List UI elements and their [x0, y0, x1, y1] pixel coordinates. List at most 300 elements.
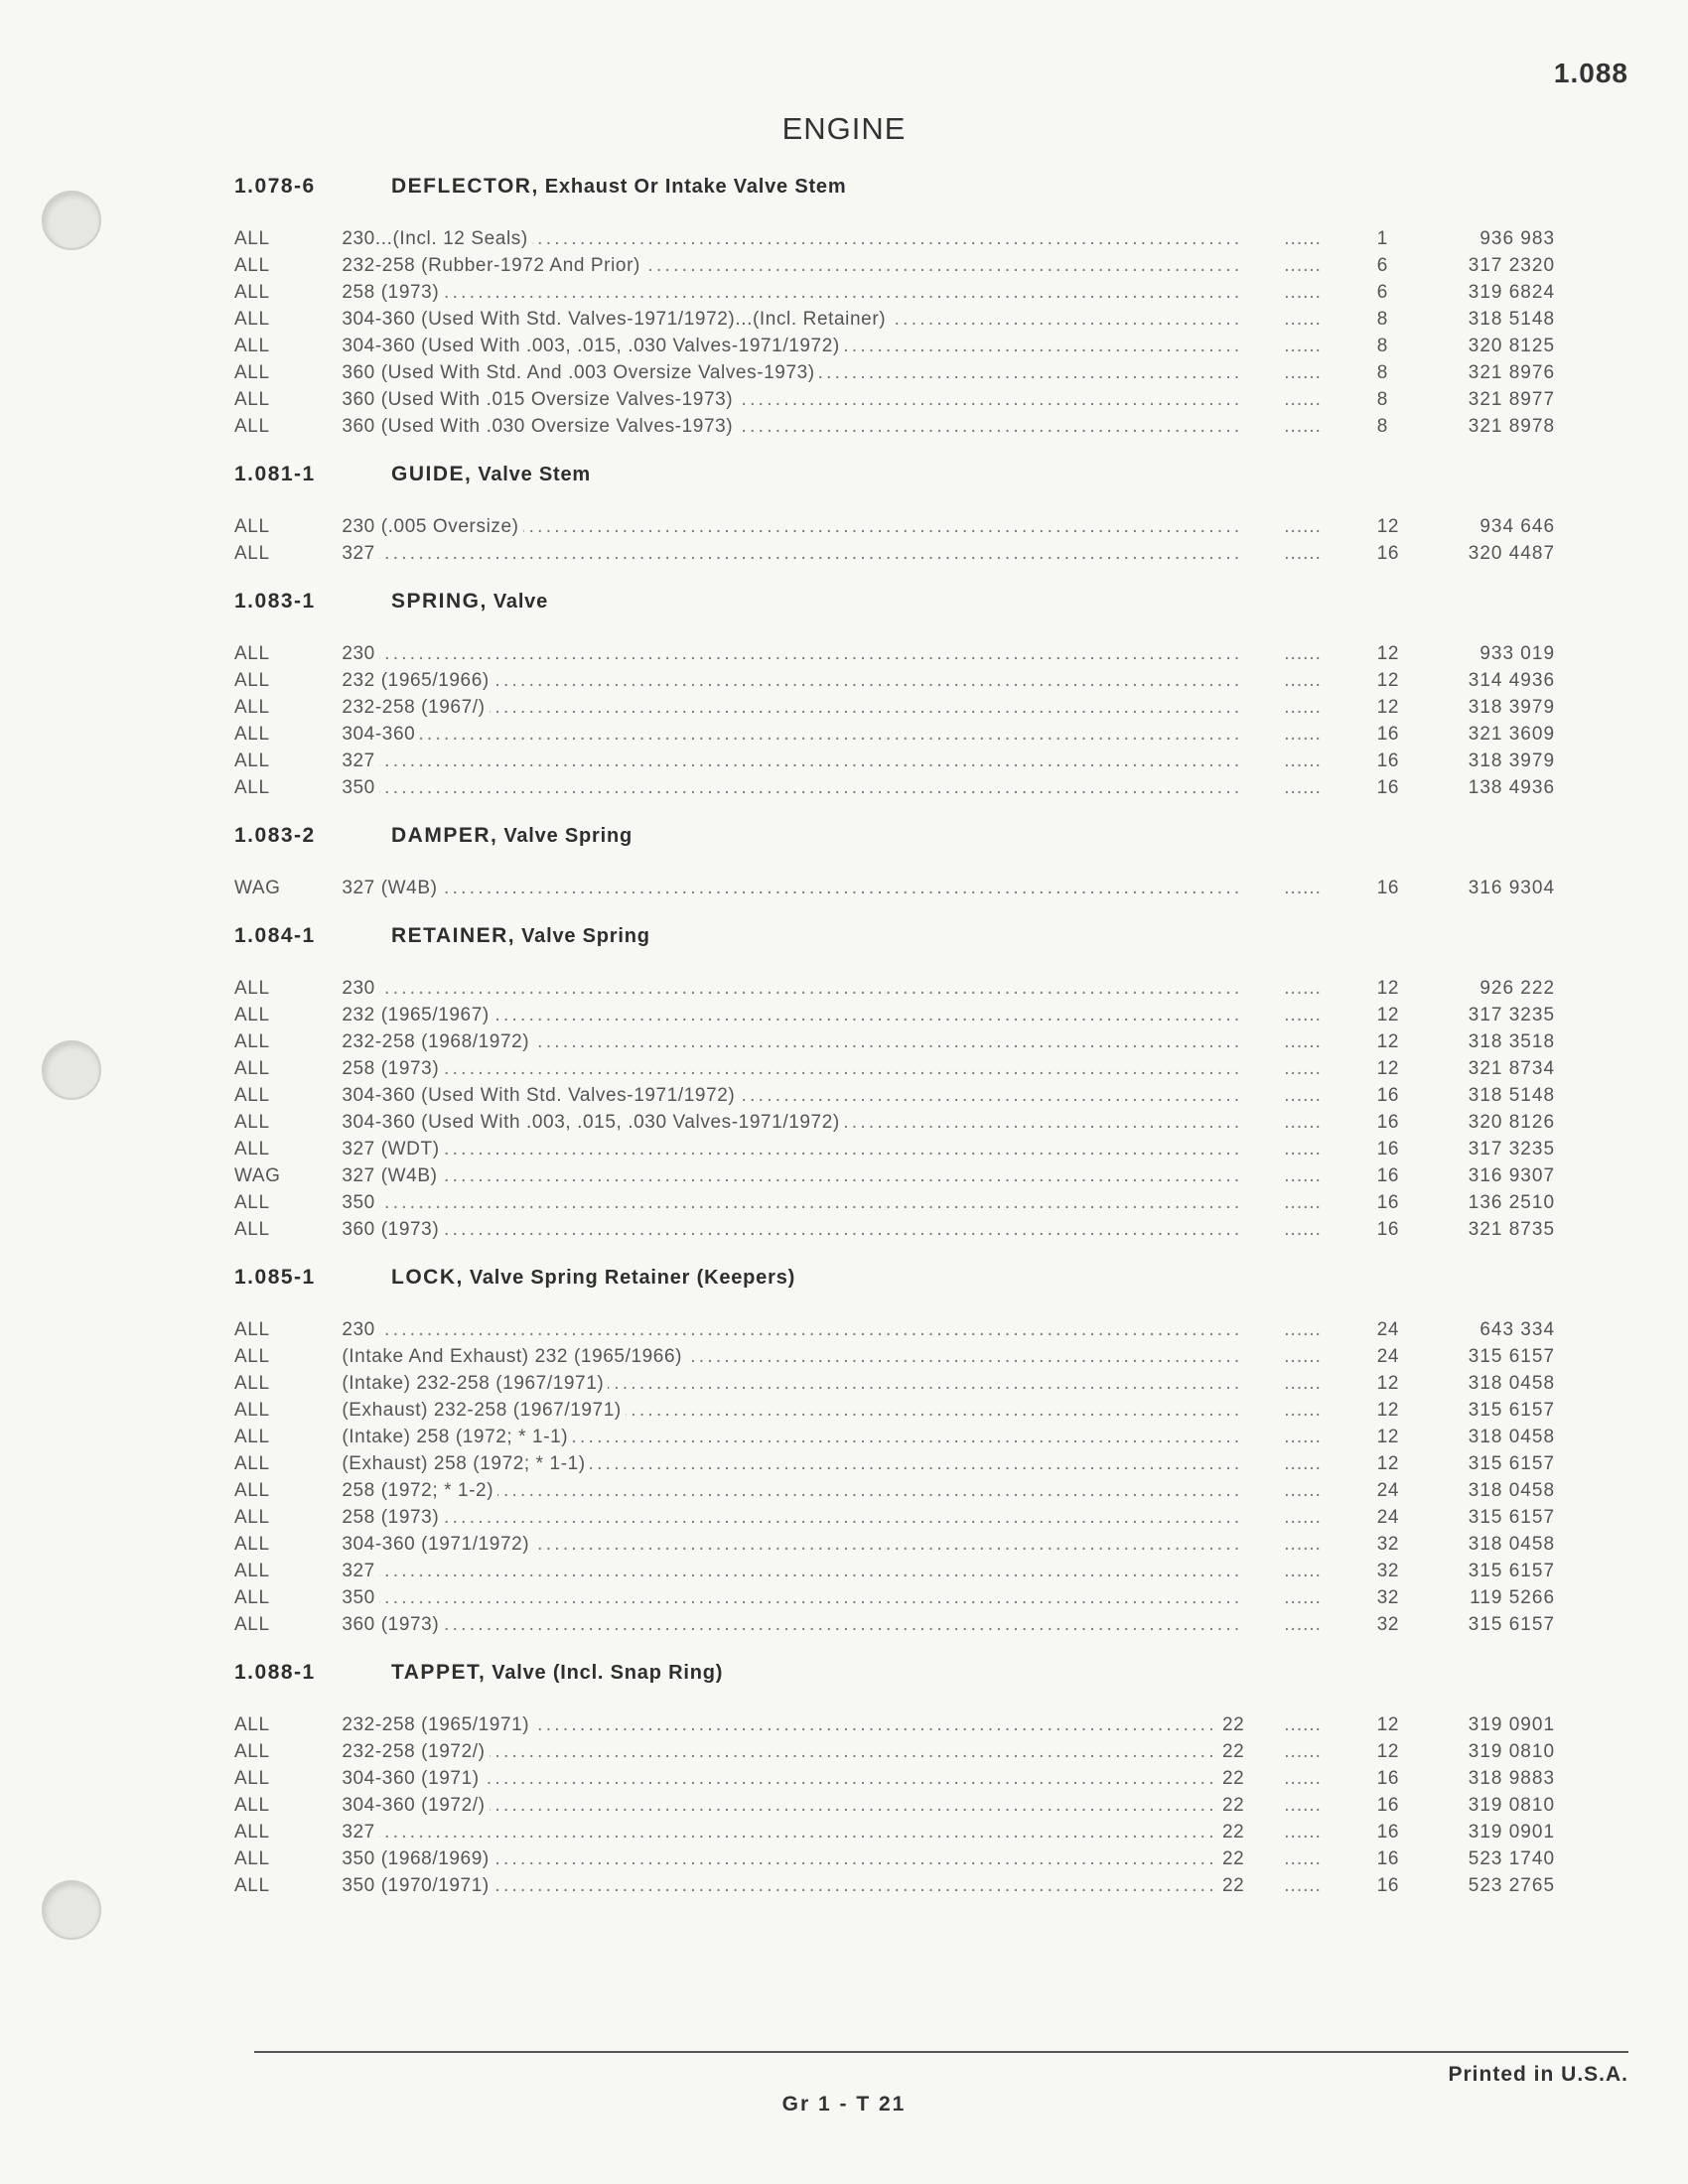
table-row — [234, 1319, 1555, 1346]
dot-leader-end — [1244, 1346, 1284, 1368]
section-description: Valve Spring — [521, 925, 650, 947]
quantity: 6 — [1376, 282, 1388, 303]
quantity: 12 — [1376, 1427, 1400, 1447]
dot-leader-end — [1244, 1005, 1284, 1026]
table-row — [234, 1453, 1555, 1480]
quantity: 12 — [1376, 516, 1400, 537]
part-number: 318 3979 — [1468, 697, 1556, 718]
quantity: 8 — [1376, 362, 1388, 383]
model-code: ALL — [234, 1848, 270, 1869]
dot-leader-end — [1244, 1534, 1284, 1556]
dot-leader: ...... — [1284, 1346, 1322, 1367]
part-description: 350 — [342, 777, 379, 798]
part-description: 230...(Incl. 12 Seals) — [342, 228, 531, 249]
model-code: ALL — [234, 1587, 270, 1608]
row-description-cell — [342, 751, 1284, 772]
dot-leader: ...... — [1284, 1714, 1322, 1735]
part-number: 315 6157 — [1468, 1346, 1556, 1367]
part-description: 232-258 (1968/1972) — [342, 1031, 533, 1052]
part-number: 523 2765 — [1468, 1875, 1556, 1896]
part-description: 232-258 (1967/) — [342, 697, 489, 718]
section-code: 1.081-1 — [234, 463, 316, 485]
quantity: 16 — [1376, 1139, 1400, 1160]
section-rows — [234, 516, 1555, 570]
dot-leader-end — [1244, 751, 1284, 772]
dot-leader-end — [1244, 697, 1284, 719]
part-number: 318 3518 — [1468, 1031, 1556, 1052]
table-row — [234, 1219, 1555, 1246]
quantity: 12 — [1376, 670, 1400, 691]
section-code: 1.083-1 — [234, 590, 316, 613]
table-row — [234, 228, 1555, 255]
part-description: (Intake) 258 (1972; * 1-1) — [342, 1427, 572, 1447]
model-code: ALL — [234, 309, 270, 330]
section-description: Valve Spring Retainer (Keepers) — [469, 1267, 796, 1289]
part-description: 230 — [342, 643, 379, 664]
section-name: DEFLECTOR, — [391, 175, 539, 198]
part-number: 314 4936 — [1468, 670, 1556, 691]
dot-leader: ...... — [1284, 336, 1322, 356]
quantity: 16 — [1376, 1875, 1400, 1896]
table-row — [234, 1875, 1555, 1902]
model-code: ALL — [234, 1534, 270, 1555]
part-number: 321 8978 — [1468, 416, 1556, 437]
quantity: 32 — [1376, 1534, 1400, 1555]
table-row — [234, 362, 1555, 389]
part-number: 316 9304 — [1468, 878, 1556, 898]
row-description-cell — [342, 1031, 1284, 1053]
quantity: 16 — [1376, 1085, 1400, 1106]
binder-hole — [42, 191, 101, 250]
part-number: 318 5148 — [1468, 309, 1556, 330]
dot-leader: ...... — [1284, 670, 1322, 691]
table-row — [234, 1741, 1555, 1768]
table-row — [234, 416, 1555, 443]
model-code: ALL — [234, 1005, 270, 1025]
dot-leader: ...... — [1284, 751, 1322, 771]
row-description-cell — [342, 309, 1284, 331]
model-code: ALL — [234, 543, 270, 564]
row-description-cell — [342, 724, 1284, 746]
row-description-cell — [342, 516, 1284, 538]
table-row — [234, 1346, 1555, 1373]
model-code: ALL — [234, 1561, 270, 1581]
dot-leader-end — [1244, 643, 1284, 665]
section-code: 1.088-1 — [234, 1661, 316, 1684]
model-code: ALL — [234, 255, 270, 276]
part-description: 304-360 — [342, 724, 419, 745]
section-code: 1.083-2 — [234, 824, 316, 847]
dot-leader-end — [1244, 1587, 1284, 1609]
model-code: ALL — [234, 1192, 270, 1213]
table-row — [234, 1031, 1555, 1058]
section-heading — [234, 463, 1555, 504]
part-description: 232-258 (Rubber-1972 And Prior) — [342, 255, 644, 276]
model-code: ALL — [234, 389, 270, 410]
model-code: ALL — [234, 228, 270, 249]
printed-note: Printed in U.S.A. — [1448, 2063, 1628, 2086]
quantity: 12 — [1376, 978, 1400, 999]
part-number: 318 5148 — [1468, 1085, 1556, 1106]
row-description-cell — [342, 978, 1284, 1000]
quantity: 32 — [1376, 1614, 1400, 1635]
dot-leader-end — [1244, 309, 1284, 331]
table-row — [234, 1192, 1555, 1219]
quantity: 32 — [1376, 1561, 1400, 1581]
part-number: 523 1740 — [1468, 1848, 1556, 1869]
model-code: ALL — [234, 1741, 270, 1762]
model-code: ALL — [234, 643, 270, 664]
section-description: Valve — [492, 591, 549, 613]
section-description: Valve Stem — [478, 464, 591, 485]
section-code: 1.085-1 — [234, 1266, 316, 1289]
part-description: 230 — [342, 978, 379, 999]
dot-leader: ...... — [1284, 724, 1322, 745]
part-number: 316 9307 — [1468, 1165, 1556, 1186]
part-number: 936 983 — [1479, 228, 1556, 249]
dot-leader-end — [1244, 1507, 1284, 1529]
dot-leader-end — [1244, 1453, 1284, 1475]
row-description-cell — [342, 228, 1284, 250]
part-description: 232 (1965/1967) — [342, 1005, 492, 1025]
part-description: 232-258 (1972/) — [342, 1741, 489, 1762]
row-description-cell — [342, 1058, 1284, 1080]
part-description: 360 (Used With .015 Oversize Valves-1973) — [342, 389, 737, 410]
quantity: 12 — [1376, 1400, 1400, 1421]
dot-leader-end — [1244, 389, 1284, 411]
part-number: 933 019 — [1479, 643, 1556, 664]
section-heading — [234, 175, 1555, 216]
quantity: 16 — [1376, 1795, 1400, 1816]
model-code: ALL — [234, 1031, 270, 1052]
dot-leader-end — [1244, 777, 1284, 799]
dot-leader-end — [1244, 282, 1284, 304]
row-description-cell — [342, 1165, 1284, 1187]
parts-list — [234, 175, 1555, 1922]
quantity: 16 — [1376, 1165, 1400, 1186]
row-description-cell — [342, 670, 1284, 692]
model-code: ALL — [234, 1453, 270, 1474]
row-description-cell — [342, 1192, 1284, 1214]
dot-leader: ...... — [1284, 1822, 1322, 1843]
row-description-cell — [342, 1614, 1284, 1636]
dot-leader: ...... — [1284, 1192, 1322, 1213]
model-code: ALL — [234, 362, 270, 383]
dot-leader-end — [1244, 1373, 1284, 1395]
dot-leader-end — [1244, 1875, 1284, 1897]
part-number: 317 3235 — [1468, 1005, 1556, 1025]
part-description: (Intake And Exhaust) 232 (1965/1966) — [342, 1346, 686, 1367]
section-description: Valve (Incl. Snap Ring) — [492, 1662, 724, 1684]
part-description: 258 (1972; * 1-2) — [342, 1480, 497, 1501]
part-description: 232 (1965/1966) — [342, 670, 492, 691]
dot-leader-end — [1244, 1085, 1284, 1107]
part-description: 350 — [342, 1587, 379, 1608]
model-code: ALL — [234, 282, 270, 303]
dot-leader: ...... — [1284, 1768, 1322, 1789]
row-description-cell — [342, 1795, 1284, 1817]
dot-leader: ...... — [1284, 1165, 1322, 1186]
quantity: 12 — [1376, 1741, 1400, 1762]
part-number: 317 2320 — [1468, 255, 1556, 276]
part-description: 304-360 (Used With Std. Valves-1971/1972)...(Incl. Retainer) — [342, 309, 890, 330]
quantity: 16 — [1376, 1112, 1400, 1133]
part-description: (Intake) 232-258 (1967/1971) — [342, 1373, 608, 1394]
dot-leader: ...... — [1284, 543, 1322, 564]
dot-leader: ...... — [1284, 1848, 1322, 1869]
quantity: 16 — [1376, 751, 1400, 771]
table-row — [234, 724, 1555, 751]
quantity: 12 — [1376, 697, 1400, 718]
part-number: 321 8734 — [1468, 1058, 1556, 1079]
model-code: WAG — [234, 878, 281, 898]
dot-leader-end — [1244, 1714, 1284, 1736]
part-description: 258 (1973) — [342, 282, 443, 303]
table-row — [234, 1614, 1555, 1641]
row-description-cell — [342, 1453, 1284, 1475]
table-row — [234, 255, 1555, 282]
dot-leader: ...... — [1284, 1427, 1322, 1447]
quantity: 24 — [1376, 1346, 1400, 1367]
dot-leader-end — [1244, 362, 1284, 384]
part-description: 258 (1973) — [342, 1507, 443, 1528]
quantity: 12 — [1376, 1453, 1400, 1474]
group-reference: Gr 1 - T 21 — [781, 2093, 907, 2116]
part-description: 360 (1973) — [342, 1614, 443, 1635]
row-description-cell — [342, 1005, 1284, 1026]
page-number: 1.088 — [1553, 58, 1628, 88]
model-code: ALL — [234, 1400, 270, 1421]
part-description: 327 — [342, 1561, 379, 1581]
part-number: 315 6157 — [1468, 1453, 1556, 1474]
model-code: ALL — [234, 670, 270, 691]
part-description: 350 (1968/1969) — [342, 1848, 492, 1869]
dot-leader: ...... — [1284, 309, 1322, 330]
dot-leader: ...... — [1284, 1453, 1322, 1474]
model-code: ALL — [234, 1346, 270, 1367]
section-name: DAMPER, — [391, 824, 498, 847]
dot-leader-end — [1244, 1741, 1284, 1763]
table-row — [234, 1165, 1555, 1192]
quantity: 16 — [1376, 1768, 1400, 1789]
table-row — [234, 1822, 1555, 1848]
dot-leader-end — [1244, 543, 1284, 565]
dot-leader-end — [1244, 1822, 1284, 1843]
dot-leader: ...... — [1284, 1614, 1322, 1635]
part-number: 315 6157 — [1468, 1400, 1556, 1421]
part-number: 321 8735 — [1468, 1219, 1556, 1240]
part-number: 321 3609 — [1468, 724, 1556, 745]
part-description: 230 (.005 Oversize) — [342, 516, 522, 537]
model-code: ALL — [234, 1768, 270, 1789]
dot-leader: ...... — [1284, 1795, 1322, 1816]
dot-leader-end — [1244, 1561, 1284, 1582]
row-description-cell — [342, 1112, 1284, 1134]
binder-hole — [42, 1040, 101, 1100]
part-number: 315 6157 — [1468, 1614, 1556, 1635]
section-name: SPRING, — [391, 590, 488, 613]
model-code: ALL — [234, 1614, 270, 1635]
table-row — [234, 1768, 1555, 1795]
part-number: 320 4487 — [1468, 543, 1556, 564]
part-description: 304-360 (1971) — [342, 1768, 483, 1789]
reference-number: 22 — [1218, 1822, 1244, 1843]
dot-leader-end — [1244, 1319, 1284, 1341]
section-code: 1.078-6 — [234, 175, 316, 198]
dot-leader: ...... — [1284, 1031, 1322, 1052]
part-number: 319 0810 — [1468, 1741, 1556, 1762]
section-name: LOCK, — [391, 1266, 464, 1289]
dot-leader: ...... — [1284, 1534, 1322, 1555]
quantity: 16 — [1376, 1848, 1400, 1869]
quantity: 6 — [1376, 255, 1388, 276]
part-description: 360 (1973) — [342, 1219, 443, 1240]
model-code: ALL — [234, 1085, 270, 1106]
dot-leader: ...... — [1284, 228, 1322, 249]
part-number: 934 646 — [1479, 516, 1556, 537]
table-row — [234, 978, 1555, 1005]
model-code: ALL — [234, 777, 270, 798]
quantity: 12 — [1376, 643, 1400, 664]
table-row — [234, 1561, 1555, 1587]
dot-leader-end — [1244, 1112, 1284, 1134]
dot-leader: ...... — [1284, 697, 1322, 718]
model-code: ALL — [234, 416, 270, 437]
quantity: 24 — [1376, 1319, 1400, 1340]
part-number: 318 0458 — [1468, 1534, 1556, 1555]
part-number: 319 0901 — [1468, 1822, 1556, 1843]
quantity: 16 — [1376, 1219, 1400, 1240]
table-row — [234, 1427, 1555, 1453]
section-name: GUIDE, — [391, 463, 473, 485]
dot-leader: ...... — [1284, 643, 1322, 664]
dot-leader: ...... — [1284, 1085, 1322, 1106]
row-description-cell — [342, 1480, 1284, 1502]
part-number: 317 3235 — [1468, 1139, 1556, 1160]
row-description-cell — [342, 1822, 1284, 1843]
section-description: Exhaust Or Intake Valve Stem — [544, 176, 847, 198]
row-description-cell — [342, 697, 1284, 719]
dot-leader: ...... — [1284, 1373, 1322, 1394]
table-row — [234, 1058, 1555, 1085]
part-description: 230 — [342, 1319, 379, 1340]
reference-number: 22 — [1218, 1848, 1244, 1870]
part-description: 360 (Used With .030 Oversize Valves-1973) — [342, 416, 737, 437]
table-row — [234, 336, 1555, 362]
row-description-cell — [342, 1875, 1284, 1897]
part-description: 304-360 (Used With Std. Valves-1971/1972) — [342, 1085, 739, 1106]
dot-leader: ...... — [1284, 416, 1322, 437]
section-rows — [234, 1319, 1555, 1641]
section-heading — [234, 924, 1555, 966]
quantity: 12 — [1376, 1005, 1400, 1025]
table-row — [234, 1534, 1555, 1561]
row-description-cell — [342, 1427, 1284, 1448]
footer-rule — [254, 2051, 1628, 2053]
model-code: ALL — [234, 1507, 270, 1528]
quantity: 1 — [1376, 228, 1388, 249]
dot-leader: ...... — [1284, 516, 1322, 537]
dot-leader-end — [1244, 1427, 1284, 1448]
table-row — [234, 1112, 1555, 1139]
row-description-cell — [342, 1768, 1284, 1790]
quantity: 16 — [1376, 1192, 1400, 1213]
quantity: 12 — [1376, 1031, 1400, 1052]
table-row — [234, 1714, 1555, 1741]
table-row — [234, 1848, 1555, 1875]
table-row — [234, 1005, 1555, 1031]
dot-leader: ...... — [1284, 777, 1322, 798]
dot-leader: ...... — [1284, 1400, 1322, 1421]
row-description-cell — [342, 362, 1284, 384]
part-number: 926 222 — [1479, 978, 1556, 999]
section-rows — [234, 978, 1555, 1246]
dot-leader-end — [1244, 1480, 1284, 1502]
section-heading — [234, 824, 1555, 866]
section-name: RETAINER, — [391, 924, 516, 947]
quantity: 12 — [1376, 1373, 1400, 1394]
table-row — [234, 777, 1555, 804]
reference-number: 22 — [1218, 1875, 1244, 1897]
model-code: ALL — [234, 1219, 270, 1240]
table-row — [234, 1795, 1555, 1822]
quantity: 32 — [1376, 1587, 1400, 1608]
quantity: 8 — [1376, 416, 1388, 437]
part-number: 318 3979 — [1468, 751, 1556, 771]
reference-number: 22 — [1218, 1741, 1244, 1763]
quantity: 16 — [1376, 777, 1400, 798]
dot-leader: ...... — [1284, 362, 1322, 383]
part-number: 319 0901 — [1468, 1714, 1556, 1735]
table-row — [234, 309, 1555, 336]
dot-leader-end — [1244, 255, 1284, 277]
group-title: ENGINE — [781, 111, 907, 146]
table-row — [234, 516, 1555, 543]
part-description: 360 (Used With Std. And .003 Oversize Valves-1973) — [342, 362, 818, 383]
section-heading — [234, 1661, 1555, 1703]
model-code: ALL — [234, 1319, 270, 1340]
part-description: (Exhaust) 232-258 (1967/1971) — [342, 1400, 625, 1421]
reference-number: 22 — [1218, 1714, 1244, 1736]
dot-leader-end — [1244, 228, 1284, 250]
table-row — [234, 543, 1555, 570]
row-description-cell — [342, 1741, 1284, 1763]
table-row — [234, 1085, 1555, 1112]
quantity: 16 — [1376, 878, 1400, 898]
part-description: 327 (WDT) — [342, 1139, 443, 1160]
dot-leader: ...... — [1284, 282, 1322, 303]
dot-leader-end — [1244, 1058, 1284, 1080]
table-row — [234, 1139, 1555, 1165]
dot-leader-end — [1244, 416, 1284, 438]
model-code: ALL — [234, 1139, 270, 1160]
row-description-cell — [342, 1848, 1284, 1870]
part-number: 643 334 — [1479, 1319, 1556, 1340]
dot-leader: ...... — [1284, 1058, 1322, 1079]
section-rows — [234, 643, 1555, 804]
quantity: 16 — [1376, 724, 1400, 745]
model-code: ALL — [234, 978, 270, 999]
dot-leader-end — [1244, 878, 1284, 899]
dot-leader-end — [1244, 1192, 1284, 1214]
quantity: 12 — [1376, 1058, 1400, 1079]
part-number: 318 0458 — [1468, 1480, 1556, 1501]
row-description-cell — [342, 1561, 1284, 1582]
row-description-cell — [342, 1400, 1284, 1422]
model-code: WAG — [234, 1165, 281, 1186]
part-number: 320 8126 — [1468, 1112, 1556, 1133]
dot-leader-end — [1244, 978, 1284, 1000]
